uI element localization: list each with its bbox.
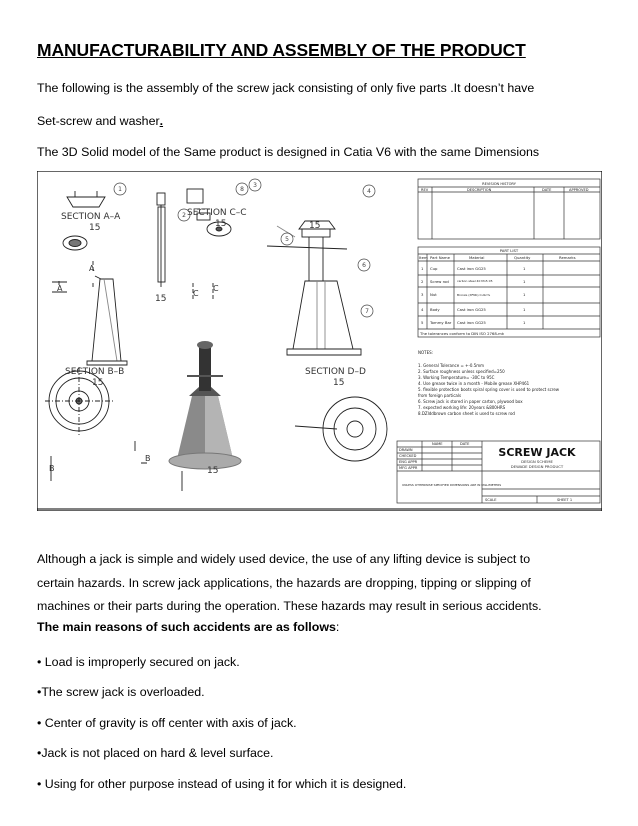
note-3: 3. Working Temperature= -30C to 95C [418,375,495,380]
parts-row-5-qty: 1 [523,320,526,325]
tolerance-note: The tolerances conform to DIN ISO 2768-mk [420,331,505,336]
parts-row-2-name: Screw rod [430,279,449,284]
note-2: 2. Surface roughness unless specified=250 [418,369,505,374]
title-block-title: SCREW JACK [498,446,576,459]
title-block-subtitle-1: DESIGN SCHEME [521,459,553,464]
title-block-mfg-appr: MFG APPR [399,466,418,470]
balloon-7: 7 [365,308,369,315]
parts-header-remarks: Remarks [559,255,576,260]
parts-row-3-qty: 1 [523,292,526,297]
bullet-item: • Center of gravity is off center with axis of jack. [37,716,297,730]
view-letter-a2: A [89,264,95,273]
paragraph-line-2: certain hazards. In screw jack applications, the hazards are dropping, tipping or slipping of [37,576,531,590]
accident-reasons-colon: : [335,620,340,634]
parts-row-3-item: 3 [421,292,424,297]
parts-header-quantity: Quantity [514,255,531,260]
title-block-checked: CHECKED [399,454,417,458]
parts-row-4-item: 4 [421,307,424,312]
intro-line-3: The 3D Solid model of the Same product is designed in Catia V6 with the same Dimensions [37,145,540,159]
section-scale-dd: 15 [333,378,345,388]
engineering-drawing [37,171,602,511]
title-block-col-name: NAME [432,442,443,446]
rev-header-approved: APPROVED [569,188,589,192]
paragraph-line-3: machines or their parts during the operation. These hazards may result in serious accidents. [37,599,542,613]
section-label-cc: SECTION C–C [187,208,247,218]
note-1: 1. General Tolerance = +-0.5mm [418,363,485,368]
note-8: 8.DZlddbrown carbon sheet is used to screw rod [418,411,515,416]
section-scale-bb: 15 [92,378,104,388]
bullet-item: • Using for other purpose instead of using it for which it is designed. [37,777,407,791]
intro-line-2 [37,114,163,128]
balloon-8: 8 [240,186,244,193]
notes-title: NOTES: [418,350,433,355]
balloon-3: 3 [253,182,257,189]
parts-row-5-name: Tommy Bar [430,320,452,325]
parts-row-5-material: Cast iron GG25 [457,320,486,325]
parts-list-title: PART LIST [499,248,519,253]
parts-row-1-item: 1 [421,266,424,271]
title-block-eng-appr: ENG APPR [399,460,418,464]
view-letter-c1: C [193,289,199,298]
note-7: 7. expected working life: 20years &800HRS [418,405,506,410]
intro-line-1: The following is the assembly of the screw jack consisting of only five parts .It doesn’t have [37,81,535,95]
view-letter-b2: B [145,454,151,463]
view-letter-a1: A [57,284,63,293]
intro-line-2-text: Set-screw and washer [37,114,160,128]
parts-row-3-name: Nut [430,292,437,297]
parts-row-1-name: Cup [430,266,438,271]
balloon-5: 5 [285,236,289,243]
view-letter-c2: C [213,284,219,293]
parts-row-1-qty: 1 [523,266,526,271]
title-block-sheet: SHEET 1 [557,498,573,502]
note-4: 4. Use grease twice in a month - Mobile grease XHP461 [418,381,530,386]
rev-header-rev: REV [421,188,429,192]
parts-row-4-material: Cast iron GG25 [457,307,486,312]
parts-header-item: Item [419,255,428,260]
page-title: MANUFACTURABILITY AND ASSEMBLY OF THE PRODUCT [37,40,526,60]
bullet-item: •The screw jack is overloaded. [37,685,205,699]
revision-title: REVISION HISTORY [482,182,516,186]
view-scale-iso: 15 [207,466,219,476]
parts-row-2-item: 2 [421,279,424,284]
rev-header-date: DATE [542,188,552,192]
parts-row-3-material: Bronze (XFNb) CuSn% [457,293,491,297]
balloon-6: 6 [362,262,366,269]
balloon-1: 1 [118,186,122,193]
balloon-4: 4 [367,188,371,195]
view-scale-assembly: 15 [309,221,321,231]
bullet-item: • Load is improperly secured on jack. [37,655,240,669]
title-block-col-date: DATE [460,442,470,446]
accident-reasons-heading: The main reasons of such accidents are as follows [37,620,336,634]
section-scale-aa: 15 [89,223,101,233]
note-5: 5. flexible protection boots spiral spring cover is used to protect screw [418,387,560,392]
section-label-aa: SECTION A–A [61,212,121,222]
parts-header-name: Part Name [430,255,450,260]
title-block-drawn: DRAWN [399,448,413,452]
view-letter-b1: B [49,464,55,473]
section-label-bb: SECTION B–B [65,367,125,377]
title-block-subtitle-2: DEWADE DESIGN PRODUCT [510,464,564,469]
rev-header-description: DESCRIPTION [467,188,492,192]
title-block-note: UNLESS OTHERWISE SPECIFIED DIMENSIONS ARE IN MILLIMETERS [402,483,502,487]
parts-row-4-name: Body [430,307,440,312]
bullet-item: •Jack is not placed on hard & level surface. [37,746,274,760]
paragraph-line-1: Although a jack is simple and widely used device, the use of any lifting device is subject to [37,552,531,566]
parts-row-5-item: 5 [421,320,424,325]
parts-row-2-material: carbon steel 40 Mn5 05 [457,279,493,283]
paragraph-line-4 [37,620,339,634]
title-block-scale: SCALE [485,498,497,502]
view-scale-rod: 15 [155,294,167,304]
parts-row-4-qty: 1 [523,307,526,312]
parts-header-material: Material [469,255,485,260]
section-scale-cc: 15 [215,219,227,229]
parts-row-2-qty: 1 [523,279,526,284]
parts-row-1-material: Cast iron GG25 [457,266,486,271]
note-5-cont: from foreign particals [418,393,462,398]
section-label-dd: SECTION D–D [305,367,366,377]
intro-line-2-punct: . [159,114,164,128]
balloon-2: 2 [182,212,186,219]
note-6: 6. Screw jack is stored in paper carton, plywood box [418,399,523,404]
